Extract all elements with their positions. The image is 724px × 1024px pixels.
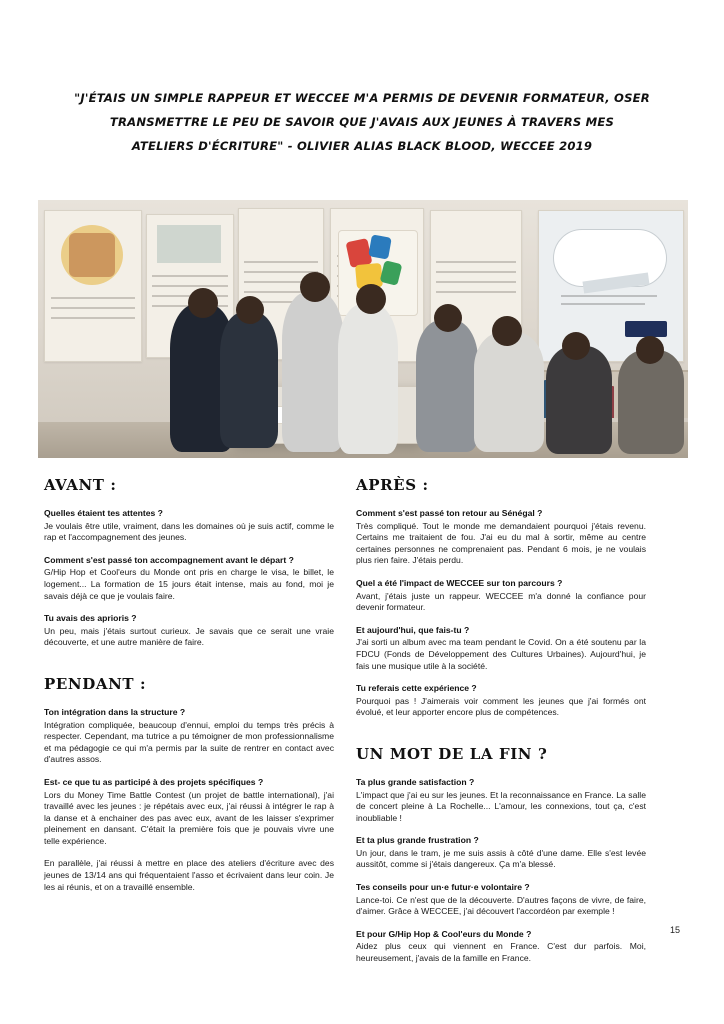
qa-item <box>356 835 646 871</box>
answer-text: Intégration compliquée, beaucoup d'ennui, emploi du temps très précis à respecter. Cependant, ma tutrice a pu témoigner de mon professionnalisme et ma pédagogie ce qui m'a permis par la suite de rentrer en contact avec d'autres assos. <box>44 719 334 765</box>
qa-item <box>44 508 334 544</box>
question-text: Ta plus grande satisfaction ? <box>356 776 475 787</box>
qa-item <box>356 777 646 824</box>
answer-text: Aidez plus ceux qui viennent en France. C'est dur parfois. Moi, heureusement, j'avais de la famille en France. <box>356 941 646 964</box>
answer-text: Lors du Money Time Battle Contest (un projet de battle international), j'ai travaillé avec les jeunes : je répétais avec eux, j'ai réussi à intégrer le rap à la danse et à enchainer des pas avec eux, avant de les laisser s'exprimer pleinement en dansant. C'était la première fois que je pouvais vivre une telle expérience. <box>44 789 334 846</box>
answer-text: Pourquoi pas ! J'aimerais voir comment les jeunes que j'ai formés ont évolué, et leur apporter encore plus de compétences. <box>356 695 646 718</box>
left-column <box>44 476 334 904</box>
question-text: Est- ce que tu as participé à des projets spécifiques ? <box>44 776 264 787</box>
qa-item <box>356 882 646 918</box>
question-text: Tu avais des aprioris ? <box>44 613 137 624</box>
qa-item <box>356 625 646 672</box>
question-text: Et pour G/Hip Hop & Cool'eurs du Monde ? <box>356 928 532 939</box>
qa-item <box>356 578 646 614</box>
headline-line-1: "J'ÉTAIS UN SIMPLE RAPPEUR ET WECCEE M'A PERMIS DE DEVENIR FORMATEUR, OSER <box>74 91 650 105</box>
question-text: Tes conseils pour un·e futur·e volontaire ? <box>356 882 530 893</box>
question-text: Tu referais cette expérience ? <box>356 683 477 694</box>
question-text: Quel a été l'impact de WECCEE sur ton parcours ? <box>356 577 563 588</box>
answer-text: Un peu, mais j'étais surtout curieux. Je savais que ce serait une vraie découverte, et une autre manière de faire. <box>44 625 334 648</box>
question-text: Comment s'est passé ton accompagnement avant le départ ? <box>44 554 294 565</box>
qa-item <box>44 777 334 848</box>
qa-item <box>44 613 334 649</box>
answer-text: Avant, j'étais juste un rappeur. WECCEE m'a donné la confiance pour devenir formateur. <box>356 590 646 613</box>
question-text: Comment s'est passé ton retour au Sénégal ? <box>356 508 543 518</box>
page-headline-quote <box>62 86 662 158</box>
question-text: Ton intégration dans la structure ? <box>44 706 186 717</box>
answer-text: G/Hip Hop et Cool'eurs du Monde ont pris en charge le visa, le billet, le logement... La formation de 15 jours était intense, mais au fond, moi je savais déjà ce que je voulais faire. <box>44 567 334 601</box>
qa-item <box>356 683 646 719</box>
answer-text: L'impact que j'ai eu sur les jeunes. Et la reconnaissance en France. La salle de concert pleine à La Rochelle... L'amour, les connexions, tout ça, c'est inoubliable ! <box>356 789 646 823</box>
qa-item <box>356 508 646 567</box>
qa-item <box>44 858 334 893</box>
section-title-mot-de-la-fin: UN MOT DE LA FIN ? <box>356 744 548 763</box>
answer-text: Je voulais être utile, vraiment, dans les domaines où je suis actif, comme le rap et l'accompagnement des jeunes. <box>44 520 334 543</box>
headline-line-3: ATELIERS D'ÉCRITURE" - OLIVIER ALIAS BLACK BLOOD, WECCEE 2019 <box>131 139 593 153</box>
answer-text: Très compliqué. Tout le monde me demandaient pourquoi j'étais revenu. Certains me traitaient de fou. J'ai eu du mal à sortir, même au centre certaines personnes ne comprenaient pas. Pendant 6 mois, je ne voulais plus rien faire. J'étais perdu. <box>356 520 646 566</box>
question-text: Quelles étaient tes attentes ? <box>44 508 163 518</box>
section-title-pendant: PENDANT : <box>44 674 147 693</box>
question-text: Et ta plus grande frustration ? <box>356 835 479 846</box>
qa-item <box>356 929 646 965</box>
qa-item <box>44 555 334 602</box>
section-title-apres: APRÈS : <box>356 476 429 494</box>
headline-line-2: TRANSMETTRE LE PEU DE SAVOIR QUE J'AVAIS AUX JEUNES À TRAVERS MES <box>109 115 615 129</box>
page-number: 15 <box>669 925 680 935</box>
workshop-photo <box>38 200 688 458</box>
answer-text: Lance-toi. Ce n'est que de la découverte. D'autres façons de vivre, de faire, d'aimer. Grâce à WECCEE, j'ai découvert l'accordéon par exemple ! <box>356 894 646 917</box>
section-title-avant: AVANT : <box>44 476 117 494</box>
answer-text: Un jour, dans le tram, je me suis assis à côté d'une dame. Elle s'est levée aussitôt, comme si j'étais dangereux. Ça m'a blessé. <box>356 847 646 870</box>
answer-text: En parallèle, j'ai réussi à mettre en place des ateliers d'écriture avec des jeunes de 13/14 ans qui fréquentaient l'asso et écrivaient dans leur coin. Je les ai réunis, et on a travaillé ensemble. <box>44 858 334 892</box>
answer-text: J'ai sorti un album avec ma team pendant le Covid. On a été soutenu par la FDCU (Fonds de Développement des Cultures Urbaines). Aujourd'hui, je fais une musique utile à la société. <box>356 637 646 671</box>
qa-item <box>44 707 334 766</box>
right-column <box>356 476 646 976</box>
question-text: Et aujourd'hui, que fais-tu ? <box>356 624 470 635</box>
